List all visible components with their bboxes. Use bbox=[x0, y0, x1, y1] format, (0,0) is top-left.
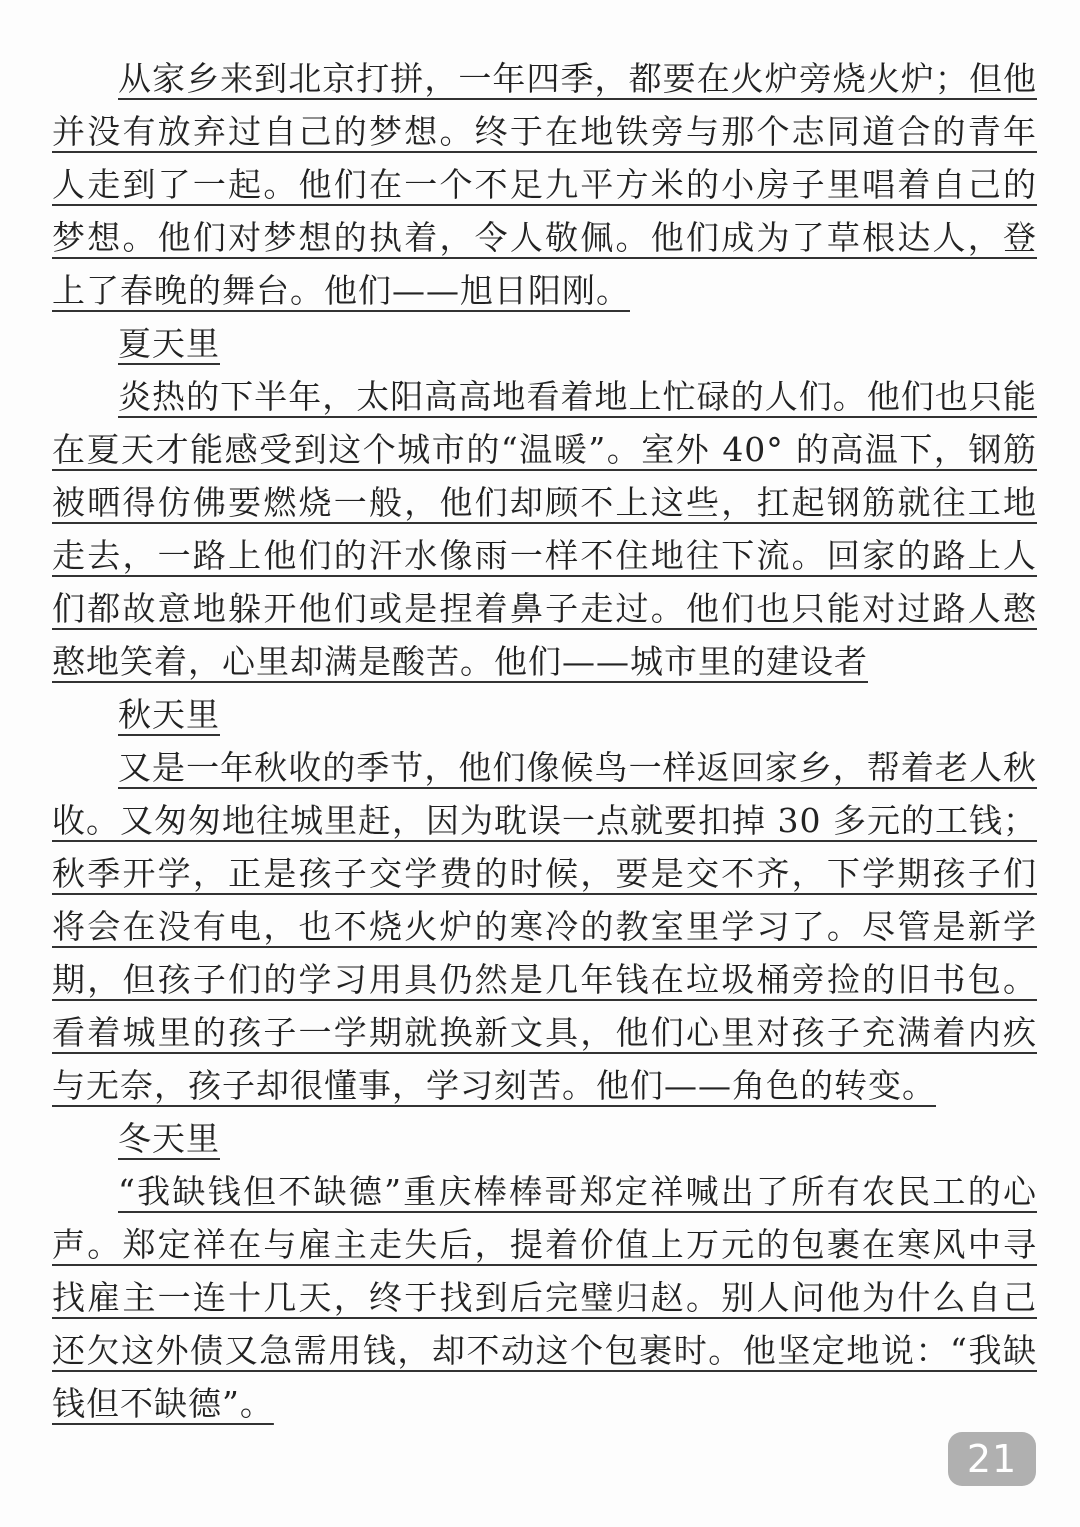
document-body bbox=[52, 52, 1037, 1430]
heading-autumn: 秋天里 bbox=[118, 695, 220, 734]
page-number-badge: 21 bbox=[948, 1432, 1036, 1486]
heading-winter: 冬天里 bbox=[118, 1119, 220, 1158]
paragraph-autumn: 又是一年秋收的季节，他们像候鸟一样返回家乡，帮着老人秋收。又匆匆地往城里赶，因为耽误一点就要扣掉 30 多元的工钱；秋季开学，正是孩子交学费的时候，要是交不齐，下学期孩子们将会在没有电，也不烧火炉的寒冷的教室里学习了。尽管是新学期，但孩子们的学习用具仍然是几年钱在垃圾桶旁捡的旧书包。看着城里的孩子一学期就换新文具，他们心里对孩子充满着内疚与无奈，孩子却很懂事，学习刻苦。他们——角色的转变。 bbox=[52, 748, 1037, 1105]
paragraph-summer: 炎热的下半年，太阳高高地看着地上忙碌的人们。他们也只能在夏天才能感受到这个城市的“温暖”。室外 40° 的高温下，钢筋被晒得仿佛要燃烧一般，他们却顾不上这些，扛起钢筋就往工地走去，一路上他们的汗水像雨一样不住地往下流。回家的路上人们都故意地躲开他们或是捏着鼻子走过。他们也只能对过路人憨憨地笑着，心里却满是酸苦。他们——城市里的建设者 bbox=[52, 377, 1037, 681]
paragraph-winter: “我缺钱但不缺德”重庆棒棒哥郑定祥喊出了所有农民工的心声。郑定祥在与雇主走失后，提着价值上万元的包裹在寒风中寻找雇主一连十几天，终于找到后完璧归赵。别人问他为什么自己还欠这外债又急需用钱，却不动这个包裹时。他坚定地说：“我缺钱但不缺德”。 bbox=[52, 1172, 1037, 1423]
paragraph-spring: 从家乡来到北京打拼，一年四季，都要在火炉旁烧火炉；但他并没有放弃过自己的梦想。终于在地铁旁与那个志同道合的青年人走到了一起。他们在一个不足九平方米的小房子里唱着自己的梦想。他们对梦想的执着，令人敬佩。他们成为了草根达人，登上了春晚的舞台。他们——旭日阳刚。 bbox=[52, 59, 1037, 310]
heading-summer: 夏天里 bbox=[118, 324, 220, 363]
